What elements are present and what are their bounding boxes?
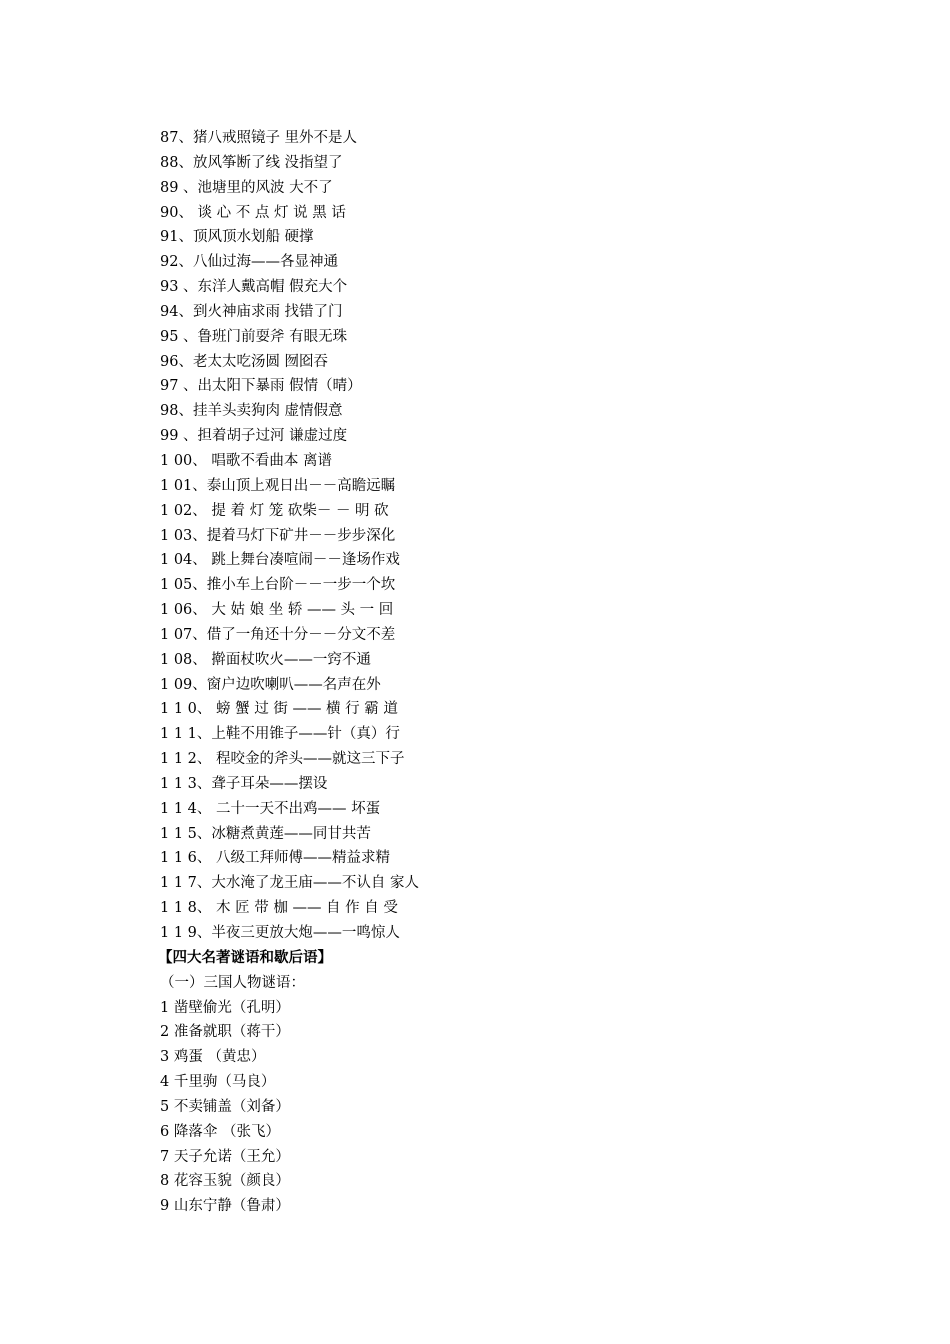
xiehouyu-92: 92、八仙过海——各显神通 (160, 254, 338, 271)
xiehouyu-117: 1 1 7、大水淹了龙王庙——不认自 家人 (160, 875, 420, 892)
xiehouyu-102: 1 02、 提 着 灯 笼 砍柴－ － 明 砍 (160, 502, 389, 519)
xiehouyu-104: 1 04、 跳上舞台凑喧闹－－逢场作戏 (160, 552, 400, 569)
xiehouyu-112: 1 1 2、 程咬金的斧头——就这三下子 (160, 751, 405, 768)
section-heading: 【四大名著谜语和歇后语】 (158, 948, 332, 966)
xiehouyu-108: 1 08、 擀面杖吹火——一窍不通 (160, 651, 371, 668)
xiehouyu-88: 88、放风筝断了线 没指望了 (160, 154, 343, 171)
riddle-item-7: 7 天子允诺（王允） (160, 1148, 290, 1165)
xiehouyu-90: 90、 谈 心 不 点 灯 说 黑 话 (160, 204, 346, 221)
riddle-item-6: 6 降落伞 （张飞） (160, 1123, 280, 1140)
xiehouyu-101: 1 01、泰山顶上观日出－－高瞻远瞩 (160, 477, 396, 494)
xiehouyu-91: 91、顶风顶水划船 硬撑 (160, 229, 314, 246)
xiehouyu-106: 1 06、 大 姑 娘 坐 轿 —— 头 一 回 (160, 602, 394, 619)
xiehouyu-96: 96、老太太吃汤圆 囫囵吞 (160, 353, 329, 370)
xiehouyu-87: 87、猪八戒照镜子 里外不是人 (160, 130, 358, 146)
xiehouyu-113: 1 1 3、聋子耳朵——摆设 (160, 775, 328, 792)
xiehouyu-116: 1 1 6、 八级工拜师傅——精益求精 (160, 850, 391, 867)
xiehouyu-105: 1 05、推小车上台阶－－一步一个坎 (160, 577, 396, 594)
xiehouyu-93: 93 、东洋人戴高帽 假充大个 (160, 279, 348, 296)
xiehouyu-103: 1 03、提着马灯下矿井－－步步深化 (160, 527, 396, 544)
xiehouyu-89: 89 、池塘里的风波 大不了 (160, 179, 333, 196)
riddle-item-4: 4 千里驹（马良） (160, 1074, 276, 1091)
riddle-item-9: 9 山东宁静（鲁肃） (160, 1198, 290, 1215)
xiehouyu-119: 1 1 9、半夜三更放大炮——一鸣惊人 (160, 925, 400, 941)
xiehouyu-111: 1 1 1、上鞋不用锥子——针（真）行 (160, 726, 400, 743)
subsection-heading: （一）三国人物谜语： (160, 974, 305, 991)
xiehouyu-114: 1 1 4、 二十一天不出鸡—— 坏蛋 (160, 800, 381, 817)
xiehouyu-97: 97 、出太阳下暴雨 假情（晴） (160, 378, 362, 395)
riddle-item-3: 3 鸡蛋 （黄忠） (160, 1049, 266, 1066)
xiehouyu-115: 1 1 5、冰糖煮黄莲——同甘共苦 (160, 825, 371, 842)
xiehouyu-94: 94、到火神庙求雨 找错了门 (160, 303, 343, 320)
xiehouyu-95: 95 、鲁班门前耍斧 有眼无珠 (160, 328, 348, 345)
riddle-item-8: 8 花容玉貌（颜良） (160, 1173, 290, 1190)
xiehouyu-118: 1 1 8、 木 匠 带 枷 —— 自 作 自 受 (160, 900, 398, 917)
riddle-item-5: 5 不卖铺盖（刘备） (160, 1098, 290, 1115)
xiehouyu-107: 1 07、借了一角还十分－－分文不差 (160, 626, 396, 643)
document-body (160, 126, 860, 1219)
riddle-item-2: 2 准备就职（蒋干） (160, 1024, 290, 1041)
riddle-item-1: 1 凿壁偷光（孔明） (160, 999, 290, 1016)
xiehouyu-100: 1 00、 唱歌不看曲本 离谱 (160, 452, 333, 469)
xiehouyu-98: 98、挂羊头卖狗肉 虚情假意 (160, 403, 343, 420)
xiehouyu-110: 1 1 0、 螃 蟹 过 街 —— 横 行 霸 道 (160, 701, 398, 718)
xiehouyu-99: 99 、担着胡子过河 谦虚过度 (160, 428, 348, 445)
xiehouyu-109: 1 09、窗户边吹喇叭——名声在外 (160, 676, 381, 693)
